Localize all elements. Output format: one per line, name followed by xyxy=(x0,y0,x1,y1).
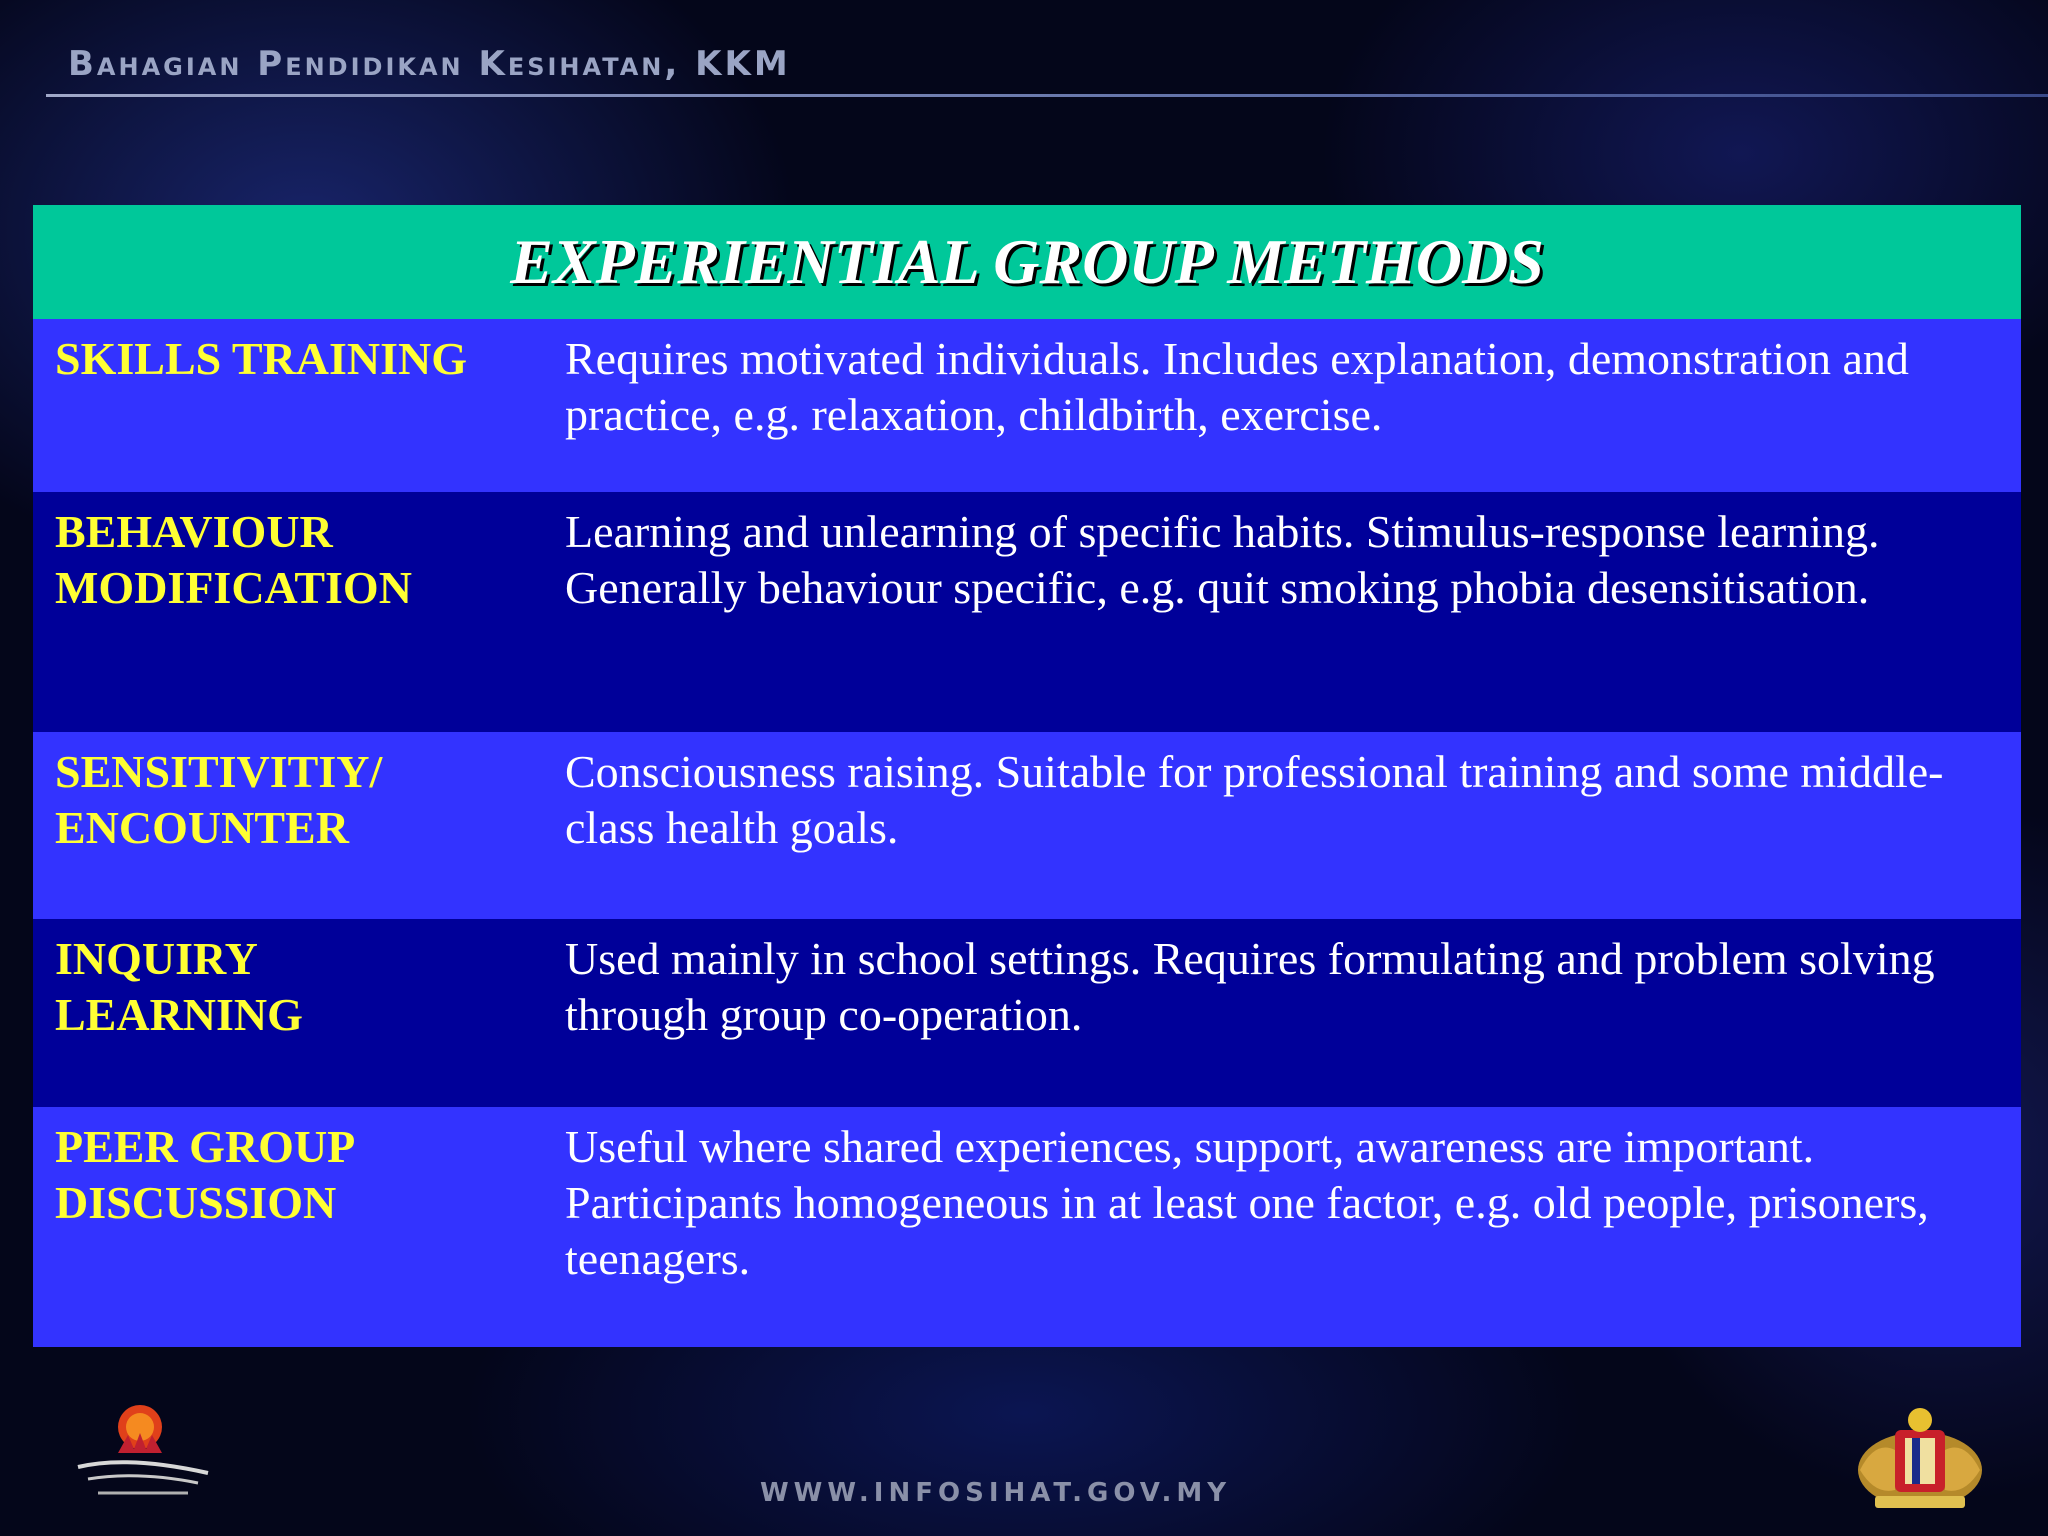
method-term: PEER GROUP DISCUSSION xyxy=(55,1121,356,1228)
organization-header: Bahagian Pendidikan Kesihatan, KKM xyxy=(68,44,791,84)
method-description: Useful where shared experiences, support, awareness are important. Participants homogeneous in at least one factor, e.g. old people, prisoners, teenagers. xyxy=(565,1121,1929,1284)
method-description: Used mainly in school settings. Requires formulating and problem solving through group co-operation. xyxy=(565,933,1935,1040)
table-row xyxy=(33,732,2021,919)
method-term: BEHAVIOUR MODIFICATION xyxy=(55,506,412,613)
method-description: Consciousness raising. Suitable for professional training and some middle-class health goals. xyxy=(565,746,1944,853)
table-row xyxy=(33,492,2021,732)
method-term: INQUIRY LEARNING xyxy=(55,933,303,1040)
table-title: EXPERIENTIAL GROUP METHODS xyxy=(33,205,2021,319)
methods-table xyxy=(33,205,2021,1347)
table-row xyxy=(33,319,2021,492)
method-term: SENSITIVITIY/ ENCOUNTER xyxy=(55,746,383,853)
footer-website-url: WWW.INFOSIHAT.GOV.MY xyxy=(760,1478,1232,1508)
malaysia-coat-of-arms-icon xyxy=(1850,1400,1990,1515)
table-row xyxy=(33,919,2021,1107)
health-campaign-logo-icon xyxy=(68,1395,218,1510)
method-description: Requires motivated individuals. Includes explanation, demonstration and practice, e.g. relaxation, childbirth, exercise. xyxy=(565,333,1909,440)
method-term: SKILLS TRAINING xyxy=(55,333,468,384)
header-divider xyxy=(46,94,2048,97)
method-description: Learning and unlearning of specific habits. Stimulus-response learning. Generally behaviour specific, e.g. quit smoking phobia desensitisation. xyxy=(565,506,1880,613)
table-row xyxy=(33,1107,2021,1347)
